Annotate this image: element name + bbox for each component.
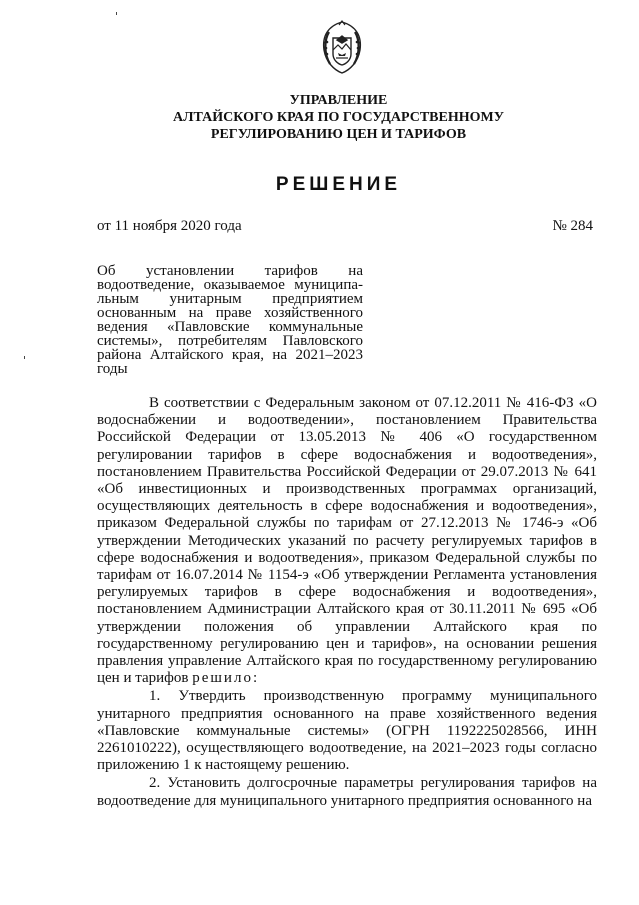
header-line: РЕГУЛИРОВАНИЮ ЦЕН И ТАРИФОВ — [210, 127, 467, 142]
subject-line: района Алтайского края, на 2021–2023 — [97, 347, 363, 363]
header-line: УПРАВЛЕНИЕ — [289, 93, 388, 108]
document-body — [97, 395, 597, 810]
subject-line: льным унитарным предприятием — [97, 291, 363, 307]
document-subject — [97, 264, 363, 376]
decided-word: решило — [192, 670, 253, 687]
subject-line: Об установлении тарифов на — [97, 263, 363, 279]
header-line: АЛТАЙСКОГО КРАЯ ПО ГОСУДАРСТВЕННОМУ — [173, 110, 504, 125]
subject-line: системы», потребителям Павловского — [97, 333, 363, 349]
scan-mark — [116, 12, 117, 15]
scan-mark — [24, 356, 25, 359]
subject-line: водоотведение, оказываемое муниципа- — [97, 277, 363, 293]
subject-line: основанным на праве хозяйственного — [97, 305, 363, 321]
issuing-authority-header — [0, 92, 639, 143]
subject-line: ведения «Павловские коммунальные — [97, 319, 363, 335]
preamble-paragraph: В соответствии с Федеральным законом от 07.12.2011 № 416-ФЗ «О водоснабжении и водоотведении», постановлением Правительства Российской Федерации от 13.05.2013 № 406 «О государственном регулировании тарифов в сфере водоснабжения и водоотведения», постановлением Правительства Российской Федерации от 29.07.2013 № 641 «Об инвестиционных и производственных программах организаций, осуществляющих деятельность в сфере водоснабжения и водоотведения», приказом Федеральной службы по тарифам от 27.12.2013 № 1746-э «Об утверждении Методических указаний по расчету регулируемых тарифов в сфере водоснабжения и водоотведения», приказом Федеральной службы по тарифам от 16.07.2014 № 1154-э «Об утверждении Регламента установления регулируемых тарифов в сфере водоснабжения и водоотведения», постановлением Администрации Алтайского края от 30.11.2011 № 695 «Об утверждении положения об управлении Алтайского края по государственному регулированию цен и тарифов», на основании решения правления управление Алтайского края по государственному регулированию цен и тарифов решило: — [97, 395, 597, 687]
document-number: № 284 — [552, 218, 593, 234]
item-1-paragraph: 1. Утвердить производственную программу муниципального унитарного предприятия основанного на праве хозяйственного ведения «Павловские коммунальные системы» (ОГРН 1192225028566, ИНН 2261010222), осуществляющего водоотведение, на 2021–2023 годы согласно приложению 1 к настоящему решению. — [97, 688, 597, 774]
item-2-paragraph: 2. Установить долгосрочные параметры регулирования тарифов на водоотведение для муниципального унитарного предприятия основанного на — [97, 775, 597, 809]
subject-line: годы — [97, 361, 128, 377]
document-type-heading: РЕШЕНИЕ — [275, 174, 402, 195]
document-date: от 11 ноября 2020 года — [97, 218, 242, 234]
coat-of-arms-icon — [318, 18, 366, 76]
